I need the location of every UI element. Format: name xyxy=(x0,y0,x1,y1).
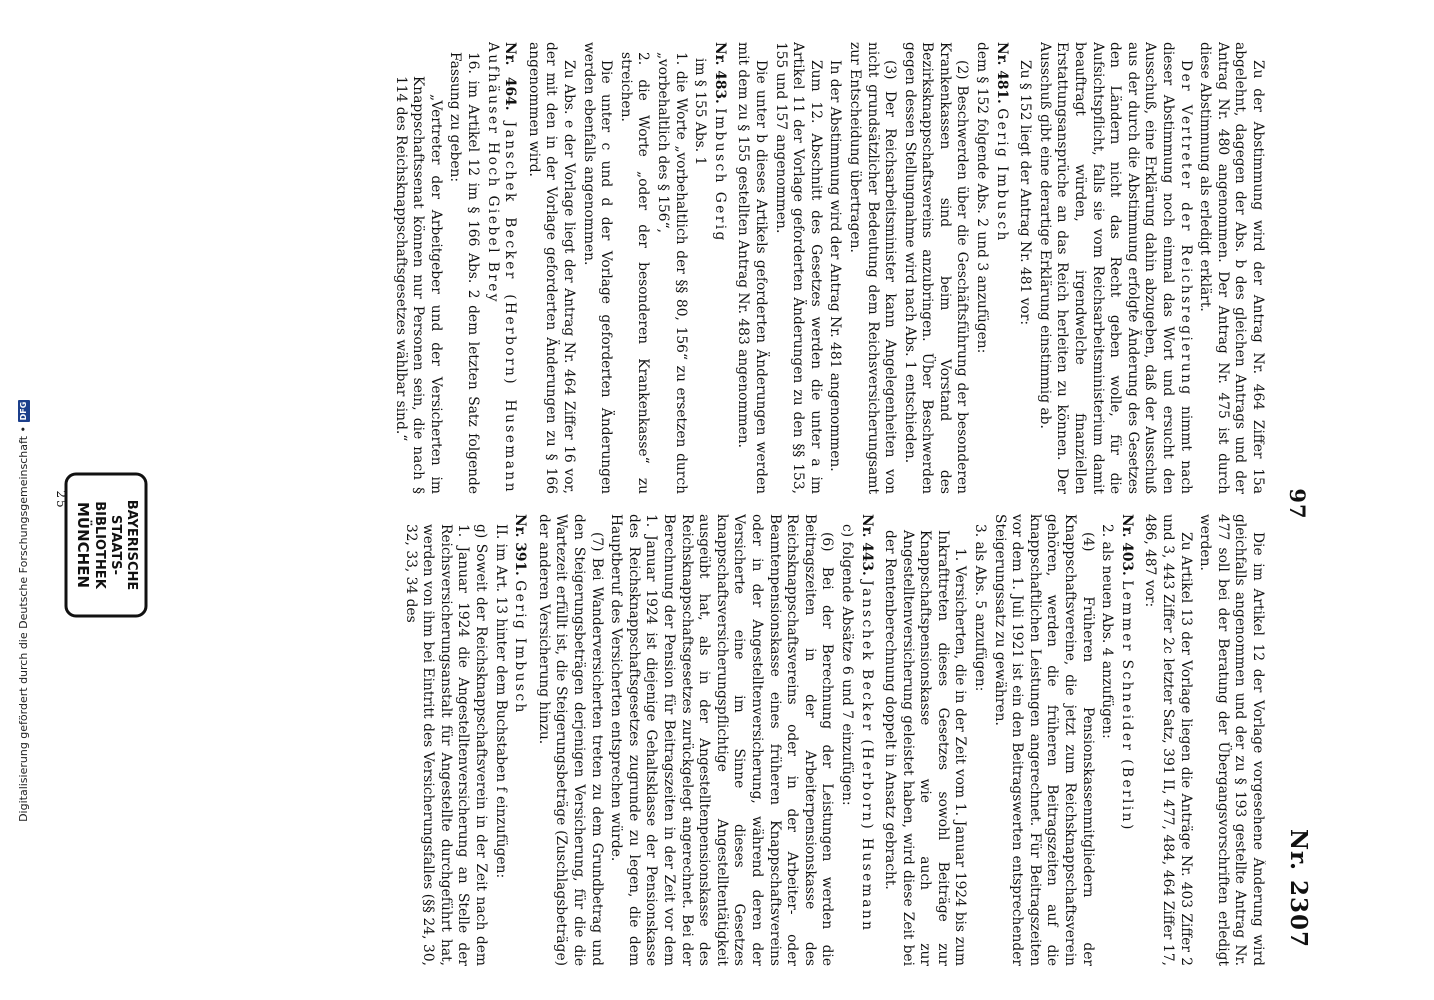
paragraph: Zu Abs. e der Vorlage liegt der Antrag Nr. 464 Ziffer 16 vor, der mit den in der Vorlage geforderten Änderungen zu § 166 angenommen wird. xyxy=(525,42,578,494)
paragraph: (4) Früheren Pensionskassenmitgliedern der Knappschaftsvereine, die jetzt zum Reichsknappschaftsverein gehören, werden die früheren Beitragszeiten auf die knappschaftlichen Leistungen angerechnet. Für Beitragszeiten vor dem 1. Juli 1921 ist ein den Beitragswerten entsprechender Steigerungssatz zu gewähren. xyxy=(991,514,1096,966)
motion-heading xyxy=(857,514,875,966)
list-item: 16. im Artikel 12 im § 166 Abs. 2 dem letzten Satz folgende Fassung zu geben: xyxy=(447,52,482,494)
paragraph: Zum 12. Abschnitt des Gesetzes werden die unter a im Artikel 11 der Vorlage geforderten Änderungen zu den §§ 153, 155 und 157 angenommen. xyxy=(772,42,824,494)
motion-heading xyxy=(483,42,518,494)
motion-number: Nr. 464. xyxy=(502,42,519,111)
document-number: Nr. 2307 xyxy=(1285,828,1312,948)
library-stamp-graphic xyxy=(62,470,150,620)
column-right xyxy=(80,514,1266,966)
motion-number: Nr. 403. xyxy=(1118,514,1135,576)
paragraph: dem § 152 folgende Abs. 2 und 3 anzufügen: xyxy=(974,42,991,354)
motion-number: Nr. 443. xyxy=(858,514,875,576)
motion-sponsors: Gerig Imbusch xyxy=(512,580,529,715)
motion-sponsors: Lemmer Schneider (Berlin) xyxy=(1118,580,1135,832)
scanned-page xyxy=(20,0,1340,1000)
dfg-logo-icon: DFG xyxy=(19,401,28,421)
list-item: 2. als neuen Abs. 4 anzufügen: xyxy=(1099,524,1116,739)
motion-number: Nr. 481. xyxy=(993,42,1010,104)
library-stamp xyxy=(62,470,150,620)
motion-heading xyxy=(1117,514,1135,966)
stamp-line-4: MÜNCHEN xyxy=(74,501,92,589)
paragraph: Zu der Abstimmung wird der Antrag Nr. 464 Ziffer 15a abgelehnt, dagegen der Abs. b des gleichen Antrags und der Antrag Nr. 480 angenommen. Der Antrag Nr. 475 ist durch diese Abstimmung als erledigt erklärt. xyxy=(1197,42,1266,494)
paragraph: (6) Bei der Berechnung der Leistungen werden die Beitragszeiten in der Arbeiterpensionskasse des Reichsknappschaftsvereins oder in der Arbeiter- oder Beamtenpensionskasse eines früheren Knappschaftsvereins oder in der Angestelltenversicherung, während deren der Versicherte eine im Sinne dieses Gesetzes knappschaftsversicherungspflichtige Angestelltentätigkeit ausgeübt hat, als in der Angestelltenpensionskasse des Reichsknappschaftsgesetzes zurückgelegt angerechnet. Bei der Berechnung der Pension für Beitragszeiten in der Zeit vor dem 1. Januar 1924 ist diejenige Gehaltsklasse der Pensionskasse des Reichsknappschaftsgesetzes zugrunde zu legen, die dem Hauptberuf des Versicherten entsprechen würde. xyxy=(608,514,836,966)
motion-sponsors: Gerig Imbusch xyxy=(993,108,1010,243)
paragraph: Die unter b dieses Artikels geforderten Änderungen werden mit dem zu § 155 gestellten Antrag Nr. 483 angenommen. xyxy=(735,42,769,494)
paragraph: im § 155 Abs. 1 xyxy=(692,58,709,166)
list-item: II. im Art. 13 hinter dem Buchstaben f einzufügen: xyxy=(492,524,509,879)
stamp-line-1: BAYERISCHE xyxy=(124,499,139,591)
column-left xyxy=(80,42,1266,494)
text-columns xyxy=(80,42,1266,966)
motion-number: Nr. 391. xyxy=(512,514,529,576)
paragraph-lead: Der Vertreter der Reichsregierung xyxy=(1177,60,1194,397)
credit-text: Digitalisierung gefördert durch die Deutsche Forschungsgemeinschaft • xyxy=(17,426,30,822)
paragraph xyxy=(1035,42,1193,494)
motion-heading xyxy=(992,42,1010,494)
stamp-line-3: BIBLIOTHEK xyxy=(92,501,107,589)
paragraph: Zu Artikel 13 der Vorlage liegen die Anträge Nr. 403 Ziffer 2 und 3, 443 Ziffer 2c letzter Satz, 391 II, 477, 484, 464 Ziffer 17, 486, 487 vor: xyxy=(1142,514,1194,966)
motion-sponsors: Janschek Becker (Herborn) Husemann xyxy=(858,580,875,933)
paragraph: Die unter c und d der Vorlage geforderten Änderungen werden ebenfalls angenommen. xyxy=(580,42,615,494)
paragraph: (7) Bei Wanderversicherten treten zu dem Grundbetrag und den Steigerungsbeträgen derjenigen Versicherung, für die die Wartezeit erfüllt ist, die Steigerungsbeträge (Zuschlagsbeträge) der anderen Versicherung hinzu. xyxy=(535,514,605,966)
list-item: 1. die Worte „vorbehaltlich der §§ 80, 156“ zu ersetzen durch „vorbehaltlich des § 156“, xyxy=(655,52,689,494)
paragraph: 1. Versicherten, die in der Zeit vom 1. Januar 1924 bis zum Inkrafttreten dieses Gesetzes sowohl Beiträge zur Knappschaftspensionskasse wie auch zur Angestelltenversicherung geleistet haben, wird diese Zeit bei der Rentenberechnung doppelt in Ansatz gebracht. xyxy=(882,530,969,966)
list-item: g) Soweit der Reichsknappschaftsverein in der Zeit nach dem 1. Januar 1924 die Angestelltenversicherung an Stelle der Reichsversicherungsanstalt für Angestellte durchgeführt hat, werden von ihm bei Eintritt des Versicherungsfalles (§§ 24, 30, 32, 33, 34 des xyxy=(402,524,490,966)
paragraph-text: nimmt nach dieser Abstimmung noch einmal das Wort und ersucht den Ausschuß, eine Erklärung dahin abzugeben, daß der Ausschuß aus der durch die Abstimmung erfolgte Änderung des Gesetzes den Ländern nicht das Recht geben wolle, für die Aufsichtspflicht, falls sie vom Reichsarbeitsministerium damit beauftragt würden, irgendwelche finanziellen Erstattungsansprüche an das Reich herleiten zu können. Der Ausschuß gibt eine derartige Erklärung einstimmig ab. xyxy=(1036,42,1194,494)
paragraph: (2) Beschwerden über die Geschäftsführung der besonderen Krankenkassen sind beim Vorstand des Bezirksknappschaftsvereins anzubringen. Über Beschwerden gegen dessen Stellungnahme wird nach Abs. 1 entschieden. xyxy=(901,42,971,494)
paragraph: (3) Der Reichsarbeitsminister kann Angelegenheiten von nicht grundsätzlicher Bedeutung dem Reichsversicherungsamt zur Entscheidung übertragen. xyxy=(846,42,899,494)
paragraph: Die im Artikel 12 der Vorlage vorgesehene Änderung wird gleichfalls angenommen und der zu § 193 gestellte Antrag Nr. 477 soll bei der Beratung der Übergangsvorschriften erledigt werden. xyxy=(1197,514,1266,966)
list-item: 2. die Worte „oder der besonderen Krankenkasse“ zu streichen. xyxy=(617,52,652,494)
paragraph: „Vertreter der Arbeitgeber und der Versicherten im Knappschaftssenat können nur Personen sein, die nach § 114 des Reichsknappschaftsgesetzes wählbar sind.“ xyxy=(392,76,444,494)
stamp-line-2: STAATS- xyxy=(108,515,123,575)
list-item: c) folgende Absätze 6 und 7 einzufügen: xyxy=(838,524,855,806)
motion-sponsors: Janschek Becker (Herborn) Husemann Aufhäuser Hoch Giebel Brey xyxy=(484,42,519,494)
paragraph: Zu § 152 liegt der Antrag Nr. 481 vor: xyxy=(1017,60,1034,326)
page-number: 97 xyxy=(1285,488,1310,520)
motion-number: Nr. 483. xyxy=(711,42,728,104)
page-header xyxy=(1276,42,1312,966)
motion-heading xyxy=(710,42,728,494)
list-item: 3. als Abs. 5 anzufügen: xyxy=(972,524,989,692)
motion-heading xyxy=(511,514,529,966)
document-page xyxy=(20,0,1340,1000)
motion-sponsors: Imbusch Gerig xyxy=(711,108,728,243)
digitization-credit xyxy=(0,400,30,1000)
signature-mark: 25 xyxy=(54,490,68,510)
paragraph: In der Abstimmung wird der Antrag Nr. 481 angenommen. xyxy=(827,60,844,472)
